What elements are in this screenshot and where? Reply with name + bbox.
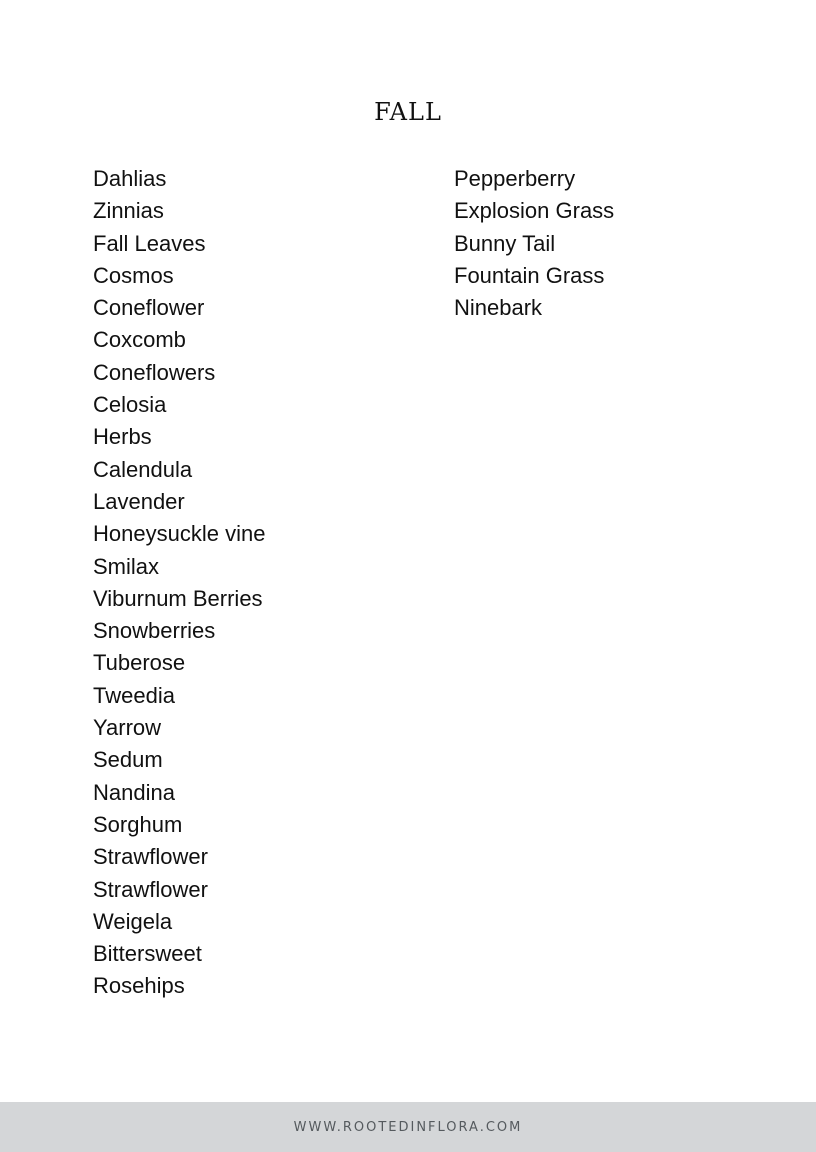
- list-item: Fountain Grass: [454, 262, 605, 288]
- list-item: Strawflower: [93, 844, 208, 870]
- list-item: Herbs: [93, 424, 152, 450]
- list-item: Coxcomb: [93, 327, 186, 353]
- list-item: Weigela: [93, 908, 173, 934]
- list-item: Snowberries: [93, 618, 216, 644]
- list-item: Tuberose: [93, 650, 186, 676]
- list-item: Bunny Tail: [454, 230, 556, 256]
- list-item: Explosion Grass: [454, 198, 615, 224]
- list-item: Bittersweet: [93, 941, 202, 967]
- flower-list-right-column: [454, 163, 614, 324]
- page-title: FALL: [374, 98, 442, 126]
- list-item: Sedum: [93, 747, 163, 773]
- list-item: Coneflower: [93, 295, 205, 321]
- list-item: Sorghum: [93, 811, 183, 837]
- list-item: Tweedia: [93, 682, 175, 708]
- list-item: Rosehips: [93, 973, 185, 999]
- list-item: Yarrow: [93, 715, 162, 741]
- list-item: Honeysuckle vine: [93, 521, 266, 547]
- list-item: Coneflowers: [93, 359, 216, 385]
- list-item: Fall Leaves: [93, 230, 206, 256]
- list-item: Calendula: [93, 456, 193, 482]
- list-item: Nandina: [93, 779, 175, 805]
- footer: [0, 1102, 816, 1152]
- list-item: Zinnias: [93, 198, 164, 224]
- list-item: Lavender: [93, 488, 185, 514]
- list-item: Smilax: [93, 553, 160, 579]
- footer-url[interactable]: WWW.ROOTEDINFLORA.COM: [293, 1119, 523, 1135]
- list-item: Strawflower: [93, 876, 208, 902]
- list-item: Pepperberry: [454, 166, 576, 191]
- list-item: Cosmos: [93, 262, 174, 288]
- list-item: Dahlias: [93, 166, 167, 191]
- flower-list-left-column: [93, 163, 265, 1003]
- list-item: Ninebark: [454, 295, 543, 321]
- list-item: Celosia: [93, 392, 167, 418]
- list-item: Viburnum Berries: [93, 585, 263, 611]
